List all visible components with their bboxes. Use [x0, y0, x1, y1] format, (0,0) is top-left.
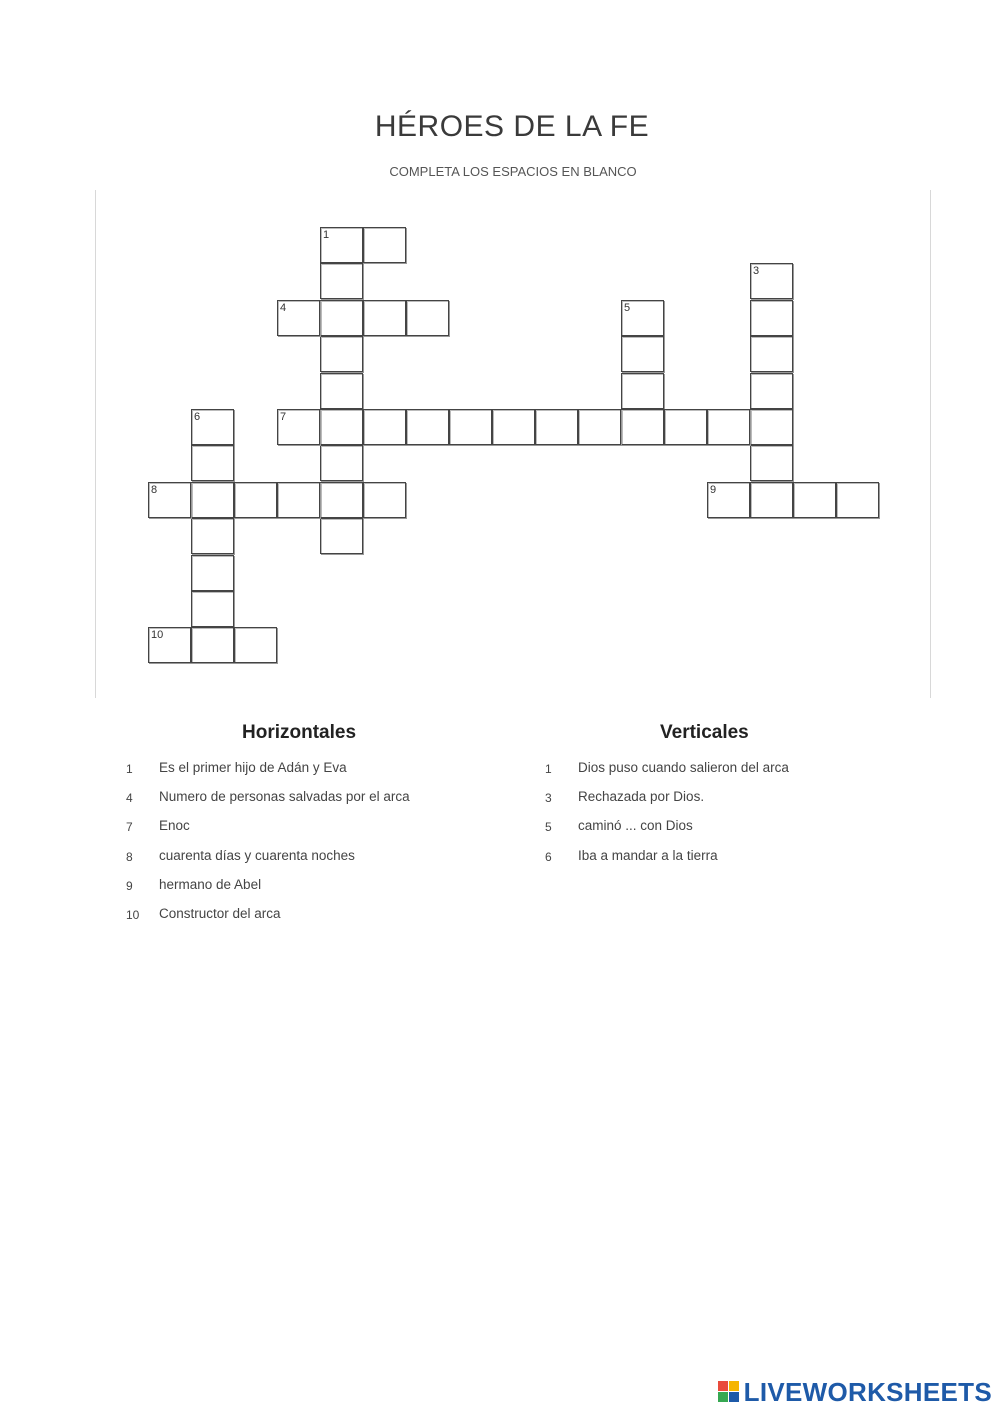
crossword-cell[interactable]: [234, 627, 277, 663]
crossword-cell[interactable]: [320, 300, 363, 336]
crossword-cell[interactable]: [363, 409, 406, 445]
crossword-cell[interactable]: [621, 409, 664, 445]
clue-number: 7: [126, 820, 133, 835]
crossword-cell[interactable]: [320, 409, 363, 445]
crossword-cell[interactable]: [191, 445, 234, 481]
crossword-cell[interactable]: [191, 518, 234, 554]
crossword-cell[interactable]: [750, 409, 793, 445]
crossword-cell[interactable]: [191, 482, 234, 518]
crossword-cell-number: 5: [624, 301, 631, 314]
clue-number: 1: [545, 762, 552, 776]
crossword-cell[interactable]: [191, 409, 234, 445]
crossword-cell[interactable]: [449, 409, 492, 445]
crossword-cell[interactable]: [750, 263, 793, 299]
clue-number: 9: [126, 878, 133, 893]
crossword-cell[interactable]: [191, 555, 234, 591]
crossword-cell[interactable]: [277, 300, 320, 336]
crossword-cell[interactable]: [621, 373, 664, 409]
crossword-cell[interactable]: [578, 409, 621, 445]
clue-number: 10: [126, 908, 140, 922]
clue-text: Iba a mandar a la tierra: [578, 847, 718, 863]
crossword-cell[interactable]: [664, 409, 707, 445]
crossword-cell-number: 6: [194, 411, 201, 423]
crossword-cell[interactable]: [750, 336, 793, 372]
crossword-cell[interactable]: [320, 445, 363, 481]
crossword-cell[interactable]: [320, 263, 363, 299]
crossword-cell[interactable]: [191, 591, 234, 627]
crossword-cell[interactable]: [363, 227, 406, 263]
clue-text: Es el primer hijo de Adán y Eva: [159, 760, 347, 775]
crossword-cell[interactable]: [406, 409, 449, 445]
crossword-cell[interactable]: [750, 445, 793, 481]
clue-number: 6: [545, 849, 552, 864]
crossword-cell[interactable]: [320, 482, 363, 518]
crossword-cell[interactable]: [492, 409, 535, 445]
crossword-cell[interactable]: [320, 227, 363, 263]
crossword-cell[interactable]: [148, 627, 191, 663]
crossword-cell[interactable]: [320, 518, 363, 554]
down-heading: Verticales: [660, 722, 749, 743]
crossword-cell[interactable]: [707, 409, 750, 445]
crossword-cell-number: 7: [280, 411, 287, 423]
clue-number: 8: [126, 849, 133, 864]
crossword-cell[interactable]: [320, 336, 363, 372]
clue-number: 3: [545, 791, 552, 806]
crossword-cell[interactable]: [148, 482, 191, 518]
crossword-cell[interactable]: [363, 482, 406, 518]
crossword-cell[interactable]: [320, 373, 363, 409]
crossword-cell[interactable]: [836, 482, 879, 518]
crossword-cell-number: 4: [280, 301, 287, 314]
clue-text: cuarenta días y cuarenta noches: [159, 847, 355, 863]
clue-number: 5: [545, 820, 552, 835]
crossword-cell[interactable]: [535, 409, 578, 445]
clue-number: 1: [126, 762, 133, 776]
liveworksheets-brand: LIVEWORKSHEETS: [743, 1376, 992, 1407]
liveworksheets-logo: [718, 1377, 992, 1407]
crossword-cell[interactable]: [234, 482, 277, 518]
clue-text: caminó ... con Dios: [578, 818, 693, 834]
clue-text: Constructor del arca: [159, 906, 281, 921]
clue-number: 4: [126, 791, 133, 806]
crossword-cell[interactable]: [191, 627, 234, 663]
crossword-cell[interactable]: [750, 300, 793, 336]
crossword-cell[interactable]: [707, 482, 750, 518]
clue-text: Enoc: [159, 818, 190, 834]
crossword-cell[interactable]: [363, 300, 406, 336]
crossword-cell[interactable]: [277, 482, 320, 518]
crossword-cell[interactable]: [793, 482, 836, 518]
crossword-cell[interactable]: [277, 409, 320, 445]
crossword-cell-number: 9: [710, 483, 717, 496]
across-heading: Horizontales: [242, 722, 357, 743]
crossword-cell[interactable]: [750, 373, 793, 409]
worksheet-title: HÉROES DE LA FE: [374, 110, 650, 143]
crossword-cell-number: 3: [753, 265, 760, 278]
liveworksheets-logo-icon: [718, 1381, 740, 1403]
crossword-cell-number: 1: [323, 229, 330, 241]
crossword-cell[interactable]: [406, 300, 449, 336]
crossword-cell-number: 10: [151, 629, 164, 642]
clue-text: Numero de personas salvadas por el arca: [159, 789, 410, 805]
clue-text: hermano de Abel: [159, 876, 262, 892]
crossword-cell-number: 8: [151, 483, 158, 496]
crossword-cell[interactable]: [621, 300, 664, 336]
clue-text: Dios puso cuando salieron del arca: [578, 760, 789, 775]
crossword-cell[interactable]: [750, 482, 793, 518]
worksheet-subtitle: COMPLETA LOS ESPACIOS EN BLANCO: [389, 164, 637, 179]
crossword-cell[interactable]: [621, 336, 664, 372]
clue-text: Rechazada por Dios.: [578, 789, 705, 805]
